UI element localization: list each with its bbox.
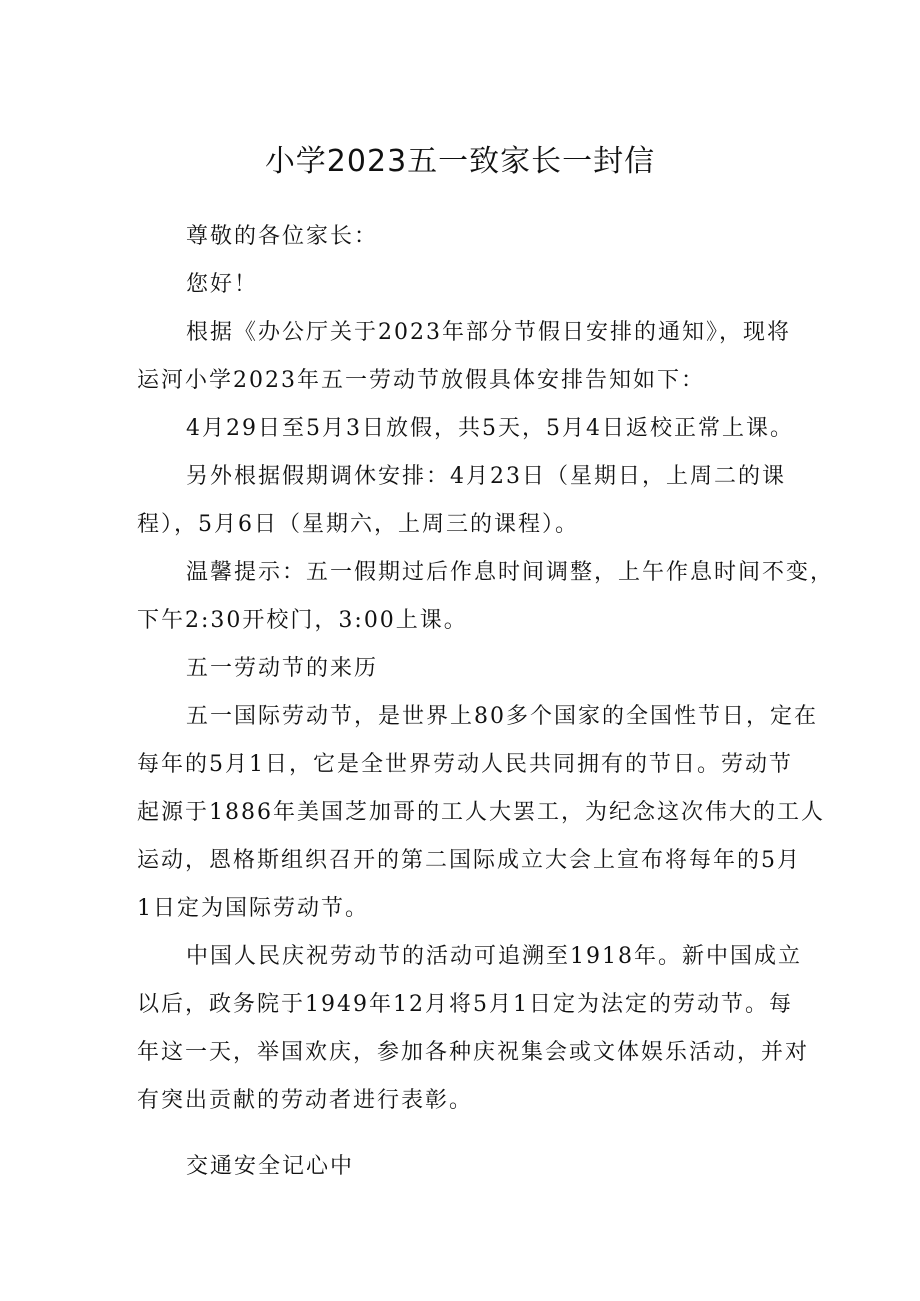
paragraph-line: 年这一天，举国欢庆，参加各种庆祝集会或文体娱乐活动，并对 <box>137 1040 810 1065</box>
paragraph-line: 根据《办公厅关于2023年部分节假日安排的通知》，现将 <box>186 320 791 345</box>
paragraph-line: 运动，恩格斯组织召开的第二国际成立大会上宣布将每年的5月 <box>137 848 801 873</box>
salutation: 尊敬的各位家长： <box>186 224 379 249</box>
paragraph-line: 4月29日至5月3日放假，共5天，5月4日返校正常上课。 <box>186 416 794 441</box>
paragraph-line: 以后，政务院于1949年12月将5月1日定为法定的劳动节。每 <box>137 992 793 1017</box>
paragraph-line: 运河小学2023年五一劳动节放假具体安排告知如下： <box>137 368 705 393</box>
paragraph-line: 下午2:30开校门，3:00上课。 <box>137 608 468 633</box>
paragraph-line: 有突出贡献的劳动者进行表彰。 <box>137 1088 474 1113</box>
greeting: 您好！ <box>186 272 259 297</box>
paragraph-line: 另外根据假期调休安排：4月23日（星期日，上周二的课 <box>186 464 786 489</box>
paragraph-line: 温馨提示：五一假期过后作息时间调整，上午作息时间不变， <box>186 560 835 585</box>
paragraph-line: 1日定为国际劳动节。 <box>137 896 369 921</box>
paragraph-line: 起源于1886年美国芝加哥的工人大罢工，为纪念这次伟大的工人 <box>137 800 825 825</box>
document-title: 小学2023五一致家长一封信 <box>264 144 656 179</box>
section-heading: 交通安全记心中 <box>186 1154 355 1179</box>
paragraph-line: 五一国际劳动节，是世界上80多个国家的全国性节日，定在 <box>186 704 818 729</box>
section-heading: 五一劳动节的来历 <box>186 656 379 681</box>
paragraph-line: 程），5月6日（星期六，上周三的课程）。 <box>137 512 579 537</box>
paragraph-line: 每年的5月1日，它是全世界劳动人民共同拥有的节日。劳动节 <box>137 752 793 777</box>
paragraph-line: 中国人民庆祝劳动节的活动可追溯至1918年。新中国成立 <box>186 944 802 969</box>
